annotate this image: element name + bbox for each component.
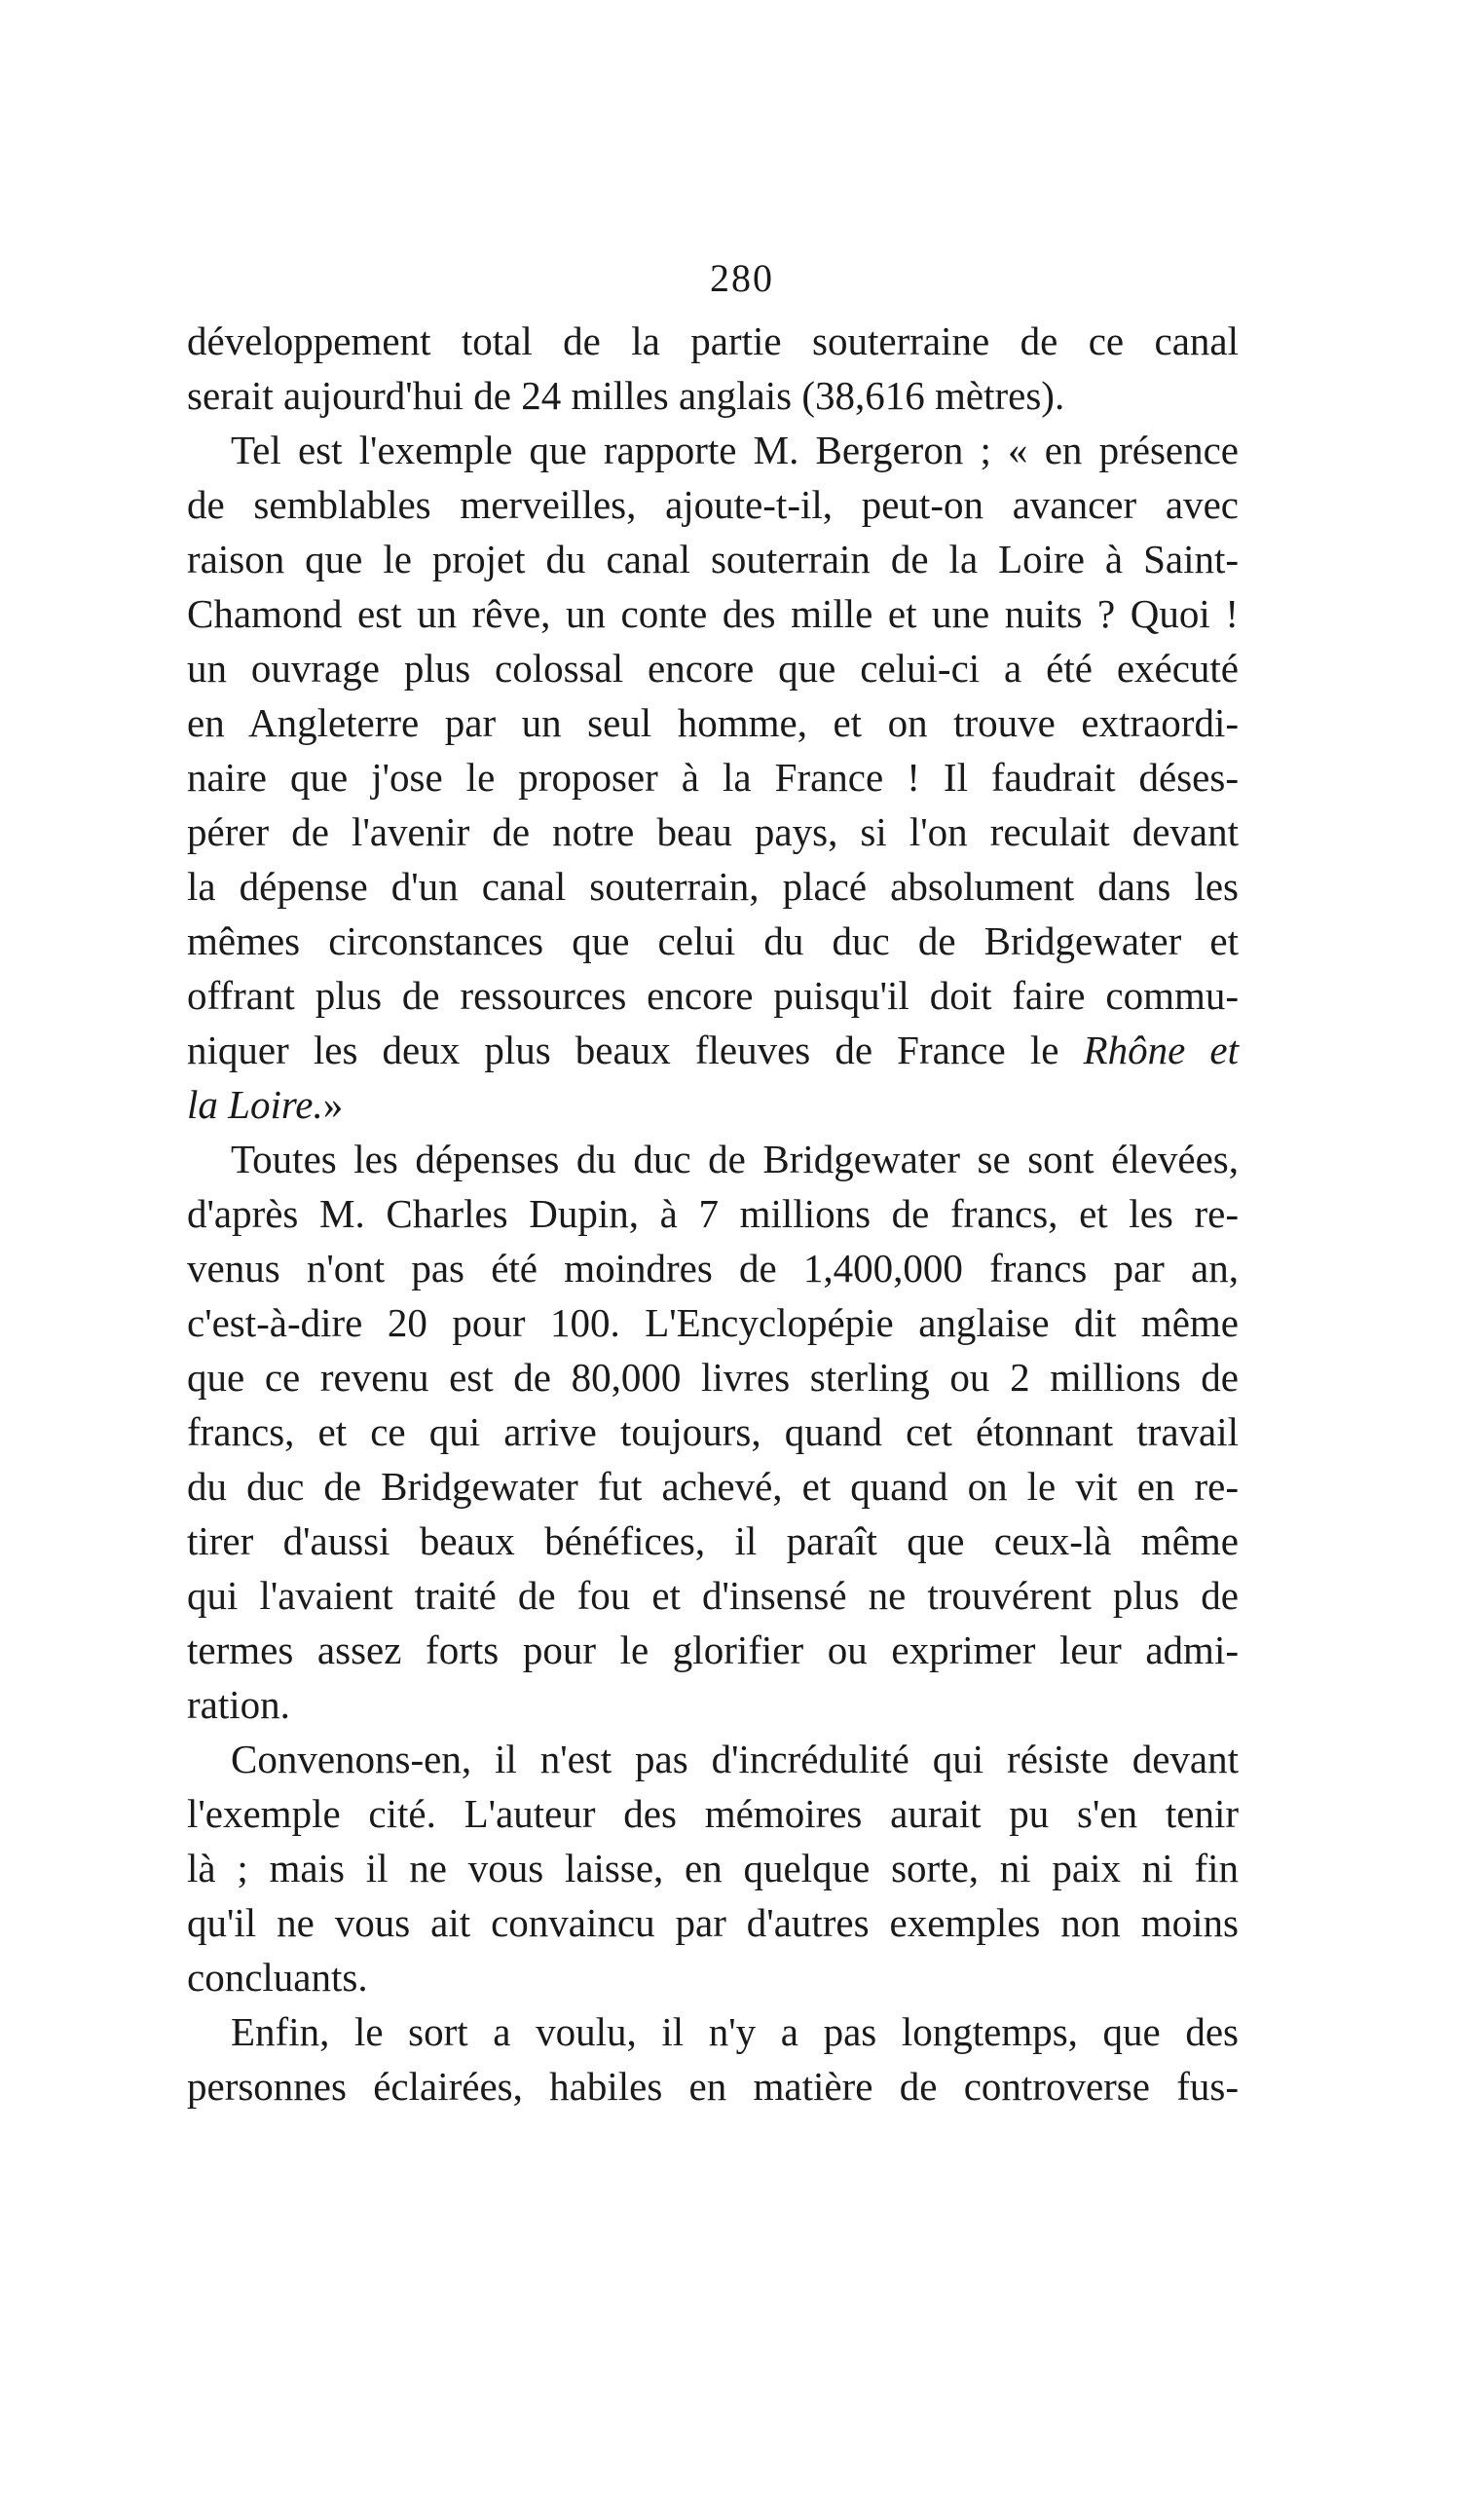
text-line: Convenons-en, il n'est pas d'incrédulité qui résiste devant [231,1737,1239,1781]
text-line: concluants. [187,1955,368,2000]
text-line: un ouvrage plus colossal encore que celui-ci a été exécuté [187,646,1239,691]
text-line: Chamond est un rêve, un conte des mille et une nuits ? Quoi ! [187,591,1239,636]
text-line: termes assez forts pour le glorifier ou exprimer leur admi- [187,1628,1239,1672]
text-line: Tel est l'exemple que rapporte M. Bergeron ; « en présence [231,428,1239,472]
page-number: 280 [710,256,774,300]
text-line: Enfin, le sort a voulu, il n'y a pas longtemps, que des [231,2009,1239,2054]
text-line: qui l'avaient traité de fou et d'insensé ne trouvérent plus de [187,1573,1239,1618]
text-line: ration. [187,1682,290,1727]
text-line: là ; mais il ne vous laisse, en quelque sorte, ni paix ni fin [187,1846,1239,1890]
text-line: tirer d'aussi beaux bénéfices, il paraît que ceux-là même [187,1518,1239,1563]
text-line: de semblables merveilles, ajoute-t-il, peut-on avancer avec [187,482,1239,527]
text-line: Toutes les dépenses du duc de Bridgewater se sont élevées, [231,1137,1239,1181]
text-line [187,1023,1239,1077]
text-line: venus n'ont pas été moindres de 1,400,000 francs par an, [187,1246,1239,1291]
text-line: la dépense d'un canal souterrain, placé absolument dans les [187,864,1239,909]
text-line [187,1077,1239,1132]
text-line: d'après M. Charles Dupin, à 7 millions de francs, et les re- [187,1191,1239,1236]
closing-quote: » [322,1082,344,1127]
text-line: du duc de Bridgewater fut achevé, et quand on le vit en re- [187,1464,1239,1509]
italic-title: Rhône et [1083,1028,1239,1072]
text-line: serait aujourd'hui de 24 milles anglais (38,616 mètres). [187,373,1065,418]
text-line: pérer de l'avenir de notre beau pays, si l'on reculait devant [187,809,1239,854]
text-line: développement total de la partie souterraine de ce canal [187,318,1239,363]
text-segment: niquer les deux plus beaux fleuves de France le [187,1028,1059,1072]
text-line: mêmes circonstances que celui du duc de Bridgewater et [187,918,1239,963]
text-line: c'est-à-dire 20 pour 100. L'Encyclopépie anglaise dit même [187,1300,1239,1345]
text-line: l'exemple cité. L'auteur des mémoires aurait pu s'en tenir [187,1791,1239,1836]
body-text [187,314,1239,2114]
text-line: raison que le projet du canal souterrain de la Loire à Saint- [187,537,1239,581]
text-line: en Angleterre par un seul homme, et on trouve extraordi- [187,700,1239,745]
text-line: personnes éclairées, habiles en matière de controverse fus- [187,2064,1239,2109]
italic-title: la Loire. [187,1082,323,1127]
text-line: offrant plus de ressources encore puisqu'il doit faire commu- [187,973,1239,1018]
text-line: naire que j'ose le proposer à la France ! Il faudrait déses- [187,755,1239,800]
text-line: francs, et ce qui arrive toujours, quand cet étonnant travail [187,1409,1239,1454]
text-line: qu'il ne vous ait convaincu par d'autres exemples non moins [187,1900,1239,1945]
text-line: que ce revenu est de 80,000 livres sterling ou 2 millions de [187,1355,1239,1400]
